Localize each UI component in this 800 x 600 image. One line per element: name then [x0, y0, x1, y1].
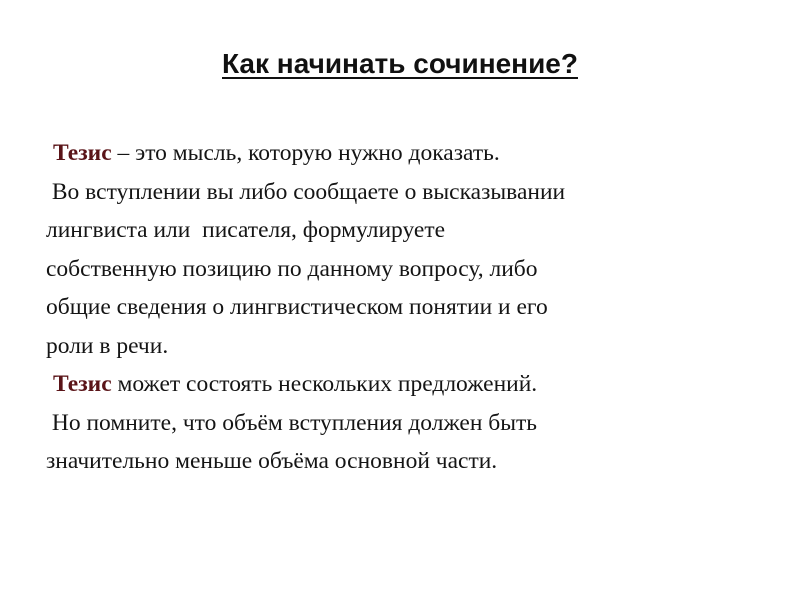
reminder-line: Но помните, что объём вступления должен быть [46, 409, 538, 436]
thesis-sentences-text: может состоять нескольких предложений. [111, 371, 538, 397]
thesis-sentences [46, 365, 786, 404]
introduction-line: лингвиста или писателя, формулируете [46, 217, 446, 243]
slide-body [46, 134, 786, 481]
thesis-definition-text: – это мысль, которую нужно доказать. [111, 140, 500, 166]
term-thesis: Тезис [53, 371, 112, 397]
thesis-definition [46, 134, 786, 173]
introduction-line: роли в речи. [46, 332, 169, 359]
introduction-paragraph [46, 173, 786, 366]
slide-title: Как начинать сочинение? [222, 48, 578, 79]
introduction-line: общие сведения о лингвистическом понятии и его [46, 294, 548, 320]
reminder-line: значительно меньше объёма основной части. [46, 448, 498, 474]
introduction-line: Во вступлении вы либо сообщаете о высказывании [46, 178, 566, 205]
reminder-paragraph [46, 404, 786, 481]
introduction-line: собственную позицию по данному вопросу, либо [46, 255, 538, 282]
term-thesis: Тезис [53, 140, 112, 166]
